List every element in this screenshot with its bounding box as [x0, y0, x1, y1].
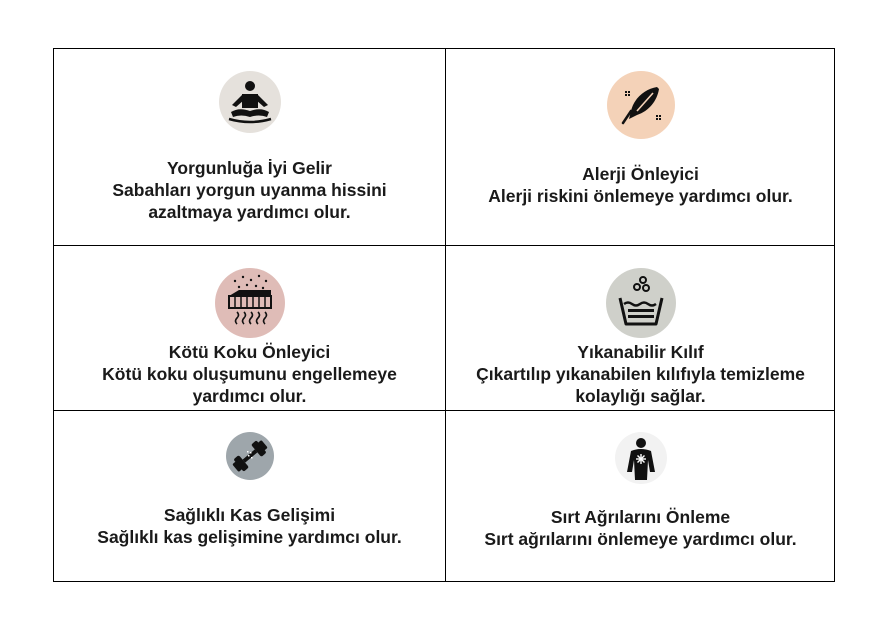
mattress-icon	[215, 268, 285, 338]
dumbbell-icon	[226, 432, 274, 480]
feature-title: Sağlıklı Kas Gelişimi	[163, 505, 336, 525]
feature-description: Kötü koku oluşumunu engellemeye yardımcı olur.	[102, 364, 397, 406]
back-pain-icon	[615, 432, 667, 484]
feature-title: Yorgunluğa İyi Gelir	[167, 158, 332, 178]
feature-description: Alerji riskini önlemeye yardımcı olur.	[488, 186, 793, 206]
feature-title: Alerji Önleyici	[582, 164, 699, 184]
feature-cell-washable	[446, 246, 835, 410]
feature-title: Yıkanabilir Kılıf	[577, 342, 704, 362]
meditation-icon	[219, 71, 281, 133]
feather-icon	[607, 71, 675, 139]
feature-description: Çıkartılıp yıkanabilen kılıfıyla temizleme kolaylığı sağlar.	[476, 364, 805, 406]
feature-cell-muscle	[54, 411, 445, 581]
feature-title: Kötü Koku Önleyici	[168, 342, 331, 362]
features-table	[53, 48, 835, 582]
feature-description: Sağlıklı kas gelişimine yardımcı olur.	[97, 527, 402, 547]
feature-cell-back-pain	[446, 411, 835, 581]
feature-cell-odor	[54, 246, 445, 410]
wash-basin-icon	[606, 268, 676, 338]
feature-description: Sırt ağrılarını önlemeye yardımcı olur.	[484, 529, 797, 549]
feature-cell-fatigue	[54, 49, 445, 245]
feature-cell-allergy	[446, 49, 835, 245]
feature-description: Sabahları yorgun uyanma hissini azaltmaya yardımcı olur.	[112, 180, 387, 222]
feature-title: Sırt Ağrılarını Önleme	[550, 507, 731, 527]
